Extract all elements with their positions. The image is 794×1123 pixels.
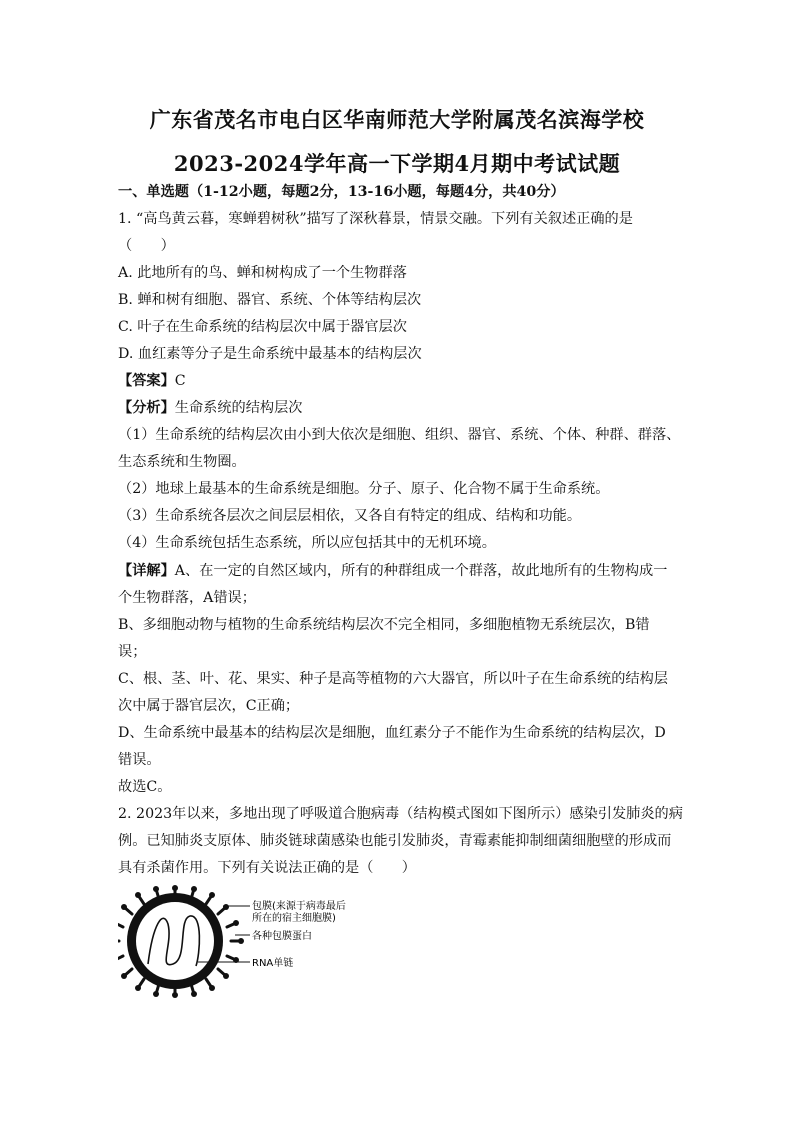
detail-line: 个生物群落，A错误；: [118, 590, 256, 606]
label-rna: RNA单链: [252, 958, 294, 969]
analysis-line: （2）地球上最基本的生命系统是细胞。分子、原子、化合物不属于生命系统。: [118, 481, 610, 497]
document-title-line2: 2023-2024学年高一下学期4月期中考试试题: [173, 151, 621, 176]
document-title-line1: 广东省茂名市电白区华南师范大学附属茂名滨海学校: [149, 107, 645, 132]
detail-label: 【详解】: [118, 563, 175, 579]
q1-option-b: B. 蝉和树有细胞、器官、系统、个体等结构层次: [118, 292, 422, 308]
q2-stem-line: 2. 2023年以来，多地出现了呼吸道合胞病毒（结构模式图如下图所示）感染引发肺炎的病: [118, 806, 683, 822]
q1-stem-line2: （ ）: [118, 238, 175, 254]
q1-answer: [118, 370, 186, 390]
detail-line: B、多细胞动物与植物的生命系统结构层次不完全相同，多细胞植物无系统层次，B错: [118, 617, 650, 633]
virus-interior: [136, 902, 214, 980]
q2-stem-line: 具有杀菌作用。下列有关说法正确的是（ ）: [118, 860, 416, 876]
analysis-topic: 生命系统的结构层次: [174, 400, 303, 416]
detail-line: 次中属于器官层次，C正确；: [118, 698, 300, 714]
analysis-label: 【分析】: [118, 400, 175, 416]
q1-analysis-heading: [118, 397, 302, 417]
analysis-line: （4）生命系统包括生态系统，所以应包括其中的无机环境。: [118, 535, 496, 551]
virus-structure-figure: [118, 884, 398, 1014]
analysis-line: （1）生命系统的结构层次由小到大依次是细胞、组织、器官、系统、个体、种群、群落、: [118, 427, 681, 443]
analysis-line: 生态系统和生物圈。: [118, 454, 246, 470]
q1-option-c: C. 叶子在生命系统的结构层次中属于器官层次: [118, 319, 407, 335]
detail-line: D、生命系统中最基本的结构层次是细胞，血红素分子不能作为生命系统的结构层次，D: [118, 725, 666, 741]
label-envelope-2: 所在的宿主细胞膜): [252, 913, 336, 924]
label-envelope-protein: 各种包膜蛋白: [252, 931, 312, 942]
section-heading: 一、单选题（1-12小题，每题2分，13-16小题，每题4分，共40分）: [118, 184, 565, 200]
detail-first-line: A、在一定的自然区域内，所有的种群组成一个群落，故此地所有的生物构成一: [174, 563, 668, 579]
label-envelope-1: 包膜(来源于病毒最后: [252, 901, 346, 912]
q2-stem-line: 例。已知肺炎支原体、肺炎链球菌感染也能引发肺炎，青霉素能抑制细菌细胞壁的形成而: [118, 833, 672, 849]
detail-line: 故选C。: [118, 779, 172, 795]
q1-option-d: D. 血红素等分子是生命系统中最基本的结构层次: [118, 346, 422, 362]
detail-line: 误；: [118, 644, 147, 660]
answer-label: 【答案】: [118, 373, 175, 389]
q1-stem-line1: 1. “高鸟黄云暮，寒蝉碧树秋”描写了深秋暮景，情景交融。下列有关叙述正确的是: [118, 211, 633, 227]
analysis-line: （3）生命系统各层次之间层层相依，又各自有特定的组成、结构和功能。: [118, 508, 582, 524]
q1-option-a: A. 此地所有的鸟、蝉和树构成了一个生物群落: [118, 265, 407, 281]
q1-detail-heading: [118, 560, 667, 580]
detail-line: 错误。: [118, 752, 161, 768]
detail-line: C、根、茎、叶、花、果实、种子是高等植物的六大器官，所以叶子在生命系统的结构层: [118, 671, 668, 687]
answer-value: C: [174, 373, 186, 389]
